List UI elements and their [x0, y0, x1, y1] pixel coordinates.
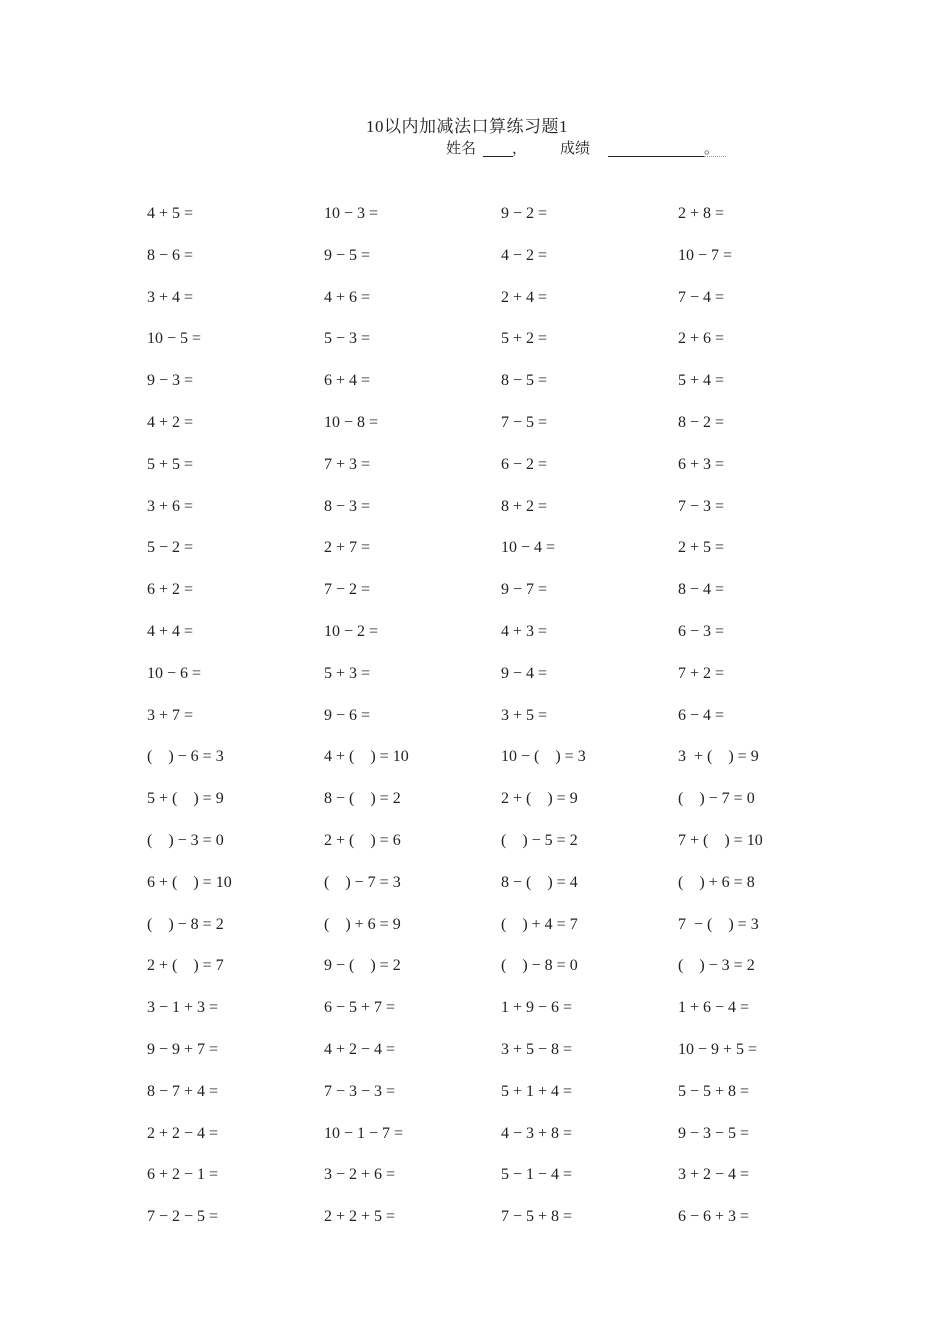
math-problem: 2 + 8 = — [678, 205, 725, 222]
problem-row — [147, 202, 867, 244]
math-problem: 3 + 5 = — [501, 706, 548, 724]
math-problem: 4 − 3 + 8 = — [501, 1124, 573, 1142]
math-problem: 10 − 6 = — [147, 664, 202, 682]
math-problem: 6 + 3 = — [678, 455, 725, 473]
problem-row — [147, 1038, 867, 1080]
problem-row — [147, 829, 867, 871]
math-problem: 4 + 2 − 4 = — [324, 1040, 396, 1058]
math-problem: 5 + 5 = — [147, 455, 194, 473]
math-problem: 7 − 3 = — [678, 497, 725, 515]
math-problem: 8 − ( ) = 2 — [324, 790, 401, 808]
math-problem: 9 − 2 = — [501, 205, 548, 222]
math-problem: 3 + 7 = — [147, 706, 194, 724]
score-blank-line[interactable] — [608, 156, 704, 157]
problem-row — [147, 495, 867, 537]
page-title: 10以内加减法口算练习题1 — [366, 117, 568, 136]
math-problem: 10 − 7 = — [678, 246, 733, 264]
math-problem: 4 + 4 = — [147, 622, 194, 640]
math-problem: 1 + 9 − 6 = — [501, 999, 573, 1017]
math-problem: ( ) − 8 = 2 — [147, 915, 224, 933]
math-problem: 10 − 5 = — [147, 330, 202, 348]
math-problem: ( ) − 3 = 2 — [678, 957, 755, 975]
math-problem: 9 − 6 = — [324, 706, 371, 724]
math-problem: 7 − 4 = — [678, 288, 725, 306]
problem-row — [147, 244, 867, 286]
math-problem: ( ) − 7 = 0 — [678, 790, 755, 808]
math-problem: 5 + 1 + 4 = — [501, 1082, 573, 1100]
problem-row — [147, 1163, 867, 1205]
math-problem: 8 − ( ) = 4 — [501, 873, 578, 891]
math-problem: 2 + ( ) = 9 — [501, 790, 578, 808]
math-problem: 10 − 4 = — [501, 539, 556, 557]
math-problem: ( ) + 6 = 9 — [324, 915, 401, 933]
math-problem: 5 − 5 + 8 = — [678, 1082, 750, 1100]
student-info-fields — [446, 137, 746, 159]
math-problem: 5 − 1 − 4 = — [501, 1166, 573, 1184]
math-problem: 2 + 2 − 4 = — [147, 1124, 219, 1142]
math-problem: 6 − 5 + 7 = — [324, 999, 396, 1017]
math-problem: 10 − 3 = — [324, 205, 379, 222]
math-problem: 6 − 4 = — [678, 706, 725, 724]
math-problem: ( ) − 8 = 0 — [501, 957, 578, 975]
math-problem: 4 + 3 = — [501, 622, 548, 640]
math-problem: 5 + ( ) = 9 — [147, 790, 224, 808]
math-problem: 3 + 6 = — [147, 497, 194, 515]
math-problem: 6 + 2 − 1 = — [147, 1166, 219, 1184]
math-problem: 10 − 2 = — [324, 622, 379, 640]
math-problem: 3 − 2 + 6 = — [324, 1166, 396, 1184]
math-problem: 5 + 2 = — [501, 330, 548, 348]
math-problem: 4 + ( ) = 10 — [324, 748, 409, 766]
problem-row — [147, 453, 867, 495]
math-problem: 10 − 8 = — [324, 413, 379, 431]
math-problem: 2 + ( ) = 7 — [147, 957, 224, 975]
math-problem: 7 − 2 = — [324, 581, 371, 599]
math-problem: 7 − 5 = — [501, 413, 548, 431]
math-problem: 6 + 2 = — [147, 581, 194, 599]
math-problem: 2 + 5 = — [678, 539, 725, 557]
math-problem: 1 + 6 − 4 = — [678, 999, 750, 1017]
problem-row — [147, 327, 867, 369]
problem-row — [147, 913, 867, 955]
math-problem: 2 + ( ) = 6 — [324, 831, 401, 849]
problem-row — [147, 1205, 867, 1247]
math-problem: ( ) − 6 = 3 — [147, 748, 224, 766]
math-problem: 8 − 6 = — [147, 246, 194, 264]
math-problem: 10 − 1 − 7 = — [324, 1124, 404, 1142]
problem-grid — [147, 202, 867, 1247]
math-problem: 8 − 5 = — [501, 372, 548, 390]
math-problem: 10 − 9 + 5 = — [678, 1040, 758, 1058]
math-problem: 3 + 4 = — [147, 288, 194, 306]
name-blank-line[interactable] — [483, 156, 513, 157]
problem-row — [147, 286, 867, 328]
math-problem: 7 − 5 + 8 = — [501, 1208, 573, 1226]
math-problem: 9 − 5 = — [324, 246, 371, 264]
problem-row — [147, 620, 867, 662]
problem-row — [147, 1080, 867, 1122]
math-problem: 3 + 2 − 4 = — [678, 1166, 750, 1184]
math-problem: 8 − 2 = — [678, 413, 725, 431]
math-problem: 8 + 2 = — [501, 497, 548, 515]
problem-row — [147, 871, 867, 913]
name-label: 姓名 — [446, 141, 477, 157]
math-problem: ( ) + 6 = 8 — [678, 873, 755, 891]
problem-row — [147, 745, 867, 787]
math-problem: 8 − 7 + 4 = — [147, 1082, 219, 1100]
math-problem: 10 − ( ) = 3 — [501, 748, 586, 766]
problem-row — [147, 787, 867, 829]
math-problem: 6 + ( ) = 10 — [147, 873, 232, 891]
math-problem: 4 − 2 = — [501, 246, 548, 264]
problem-row — [147, 578, 867, 620]
math-problem: 5 + 3 = — [324, 664, 371, 682]
score-label: 成绩 — [560, 141, 591, 157]
math-problem: 2 + 7 = — [324, 539, 371, 557]
problem-row — [147, 954, 867, 996]
math-problem: 6 − 6 + 3 = — [678, 1208, 750, 1226]
score-mark: 。 — [704, 141, 720, 157]
math-problem: 2 + 4 = — [501, 288, 548, 306]
problem-row — [147, 662, 867, 704]
math-problem: 8 − 3 = — [324, 497, 371, 515]
math-problem: 9 − 7 = — [501, 581, 548, 599]
math-problem: 9 − 3 − 5 = — [678, 1124, 750, 1142]
problem-row — [147, 704, 867, 746]
math-problem: 4 + 5 = — [147, 205, 194, 222]
math-problem: 9 − ( ) = 2 — [324, 957, 401, 975]
math-problem: 3 + ( ) = 9 — [678, 748, 759, 766]
math-problem: 7 + 3 = — [324, 455, 371, 473]
math-problem: 7 − 2 − 5 = — [147, 1208, 219, 1226]
score-dotted-line — [704, 156, 726, 157]
math-problem: 7 + ( ) = 10 — [678, 831, 763, 849]
math-problem: 3 − 1 + 3 = — [147, 999, 219, 1017]
math-problem: 3 + 5 − 8 = — [501, 1040, 573, 1058]
name-mark: ， — [512, 141, 528, 157]
math-problem: 9 − 3 = — [147, 372, 194, 390]
math-problem: 5 − 3 = — [324, 330, 371, 348]
math-problem: 7 − ( ) = 3 — [678, 915, 759, 933]
math-problem: 7 − 3 − 3 = — [324, 1082, 396, 1100]
math-problem: 6 − 2 = — [501, 455, 548, 473]
math-problem: 8 − 4 = — [678, 581, 725, 599]
math-problem: ( ) − 7 = 3 — [324, 873, 401, 891]
math-problem: ( ) − 3 = 0 — [147, 831, 224, 849]
problem-row — [147, 411, 867, 453]
math-problem: 5 + 4 = — [678, 372, 725, 390]
math-problem: 4 + 6 = — [324, 288, 371, 306]
math-problem: ( ) + 4 = 7 — [501, 915, 578, 933]
problem-row — [147, 1122, 867, 1164]
math-problem: 7 + 2 = — [678, 664, 725, 682]
math-problem: 9 − 9 + 7 = — [147, 1040, 219, 1058]
problem-row — [147, 369, 867, 411]
math-problem: ( ) − 5 = 2 — [501, 831, 578, 849]
math-problem: 9 − 4 = — [501, 664, 548, 682]
math-problem: 6 + 4 = — [324, 372, 371, 390]
math-problem: 4 + 2 = — [147, 413, 194, 431]
math-problem: 5 − 2 = — [147, 539, 194, 557]
problem-row — [147, 996, 867, 1038]
math-problem: 2 + 2 + 5 = — [324, 1208, 396, 1226]
problem-row — [147, 536, 867, 578]
math-problem: 2 + 6 = — [678, 330, 725, 348]
math-problem: 6 − 3 = — [678, 622, 725, 640]
